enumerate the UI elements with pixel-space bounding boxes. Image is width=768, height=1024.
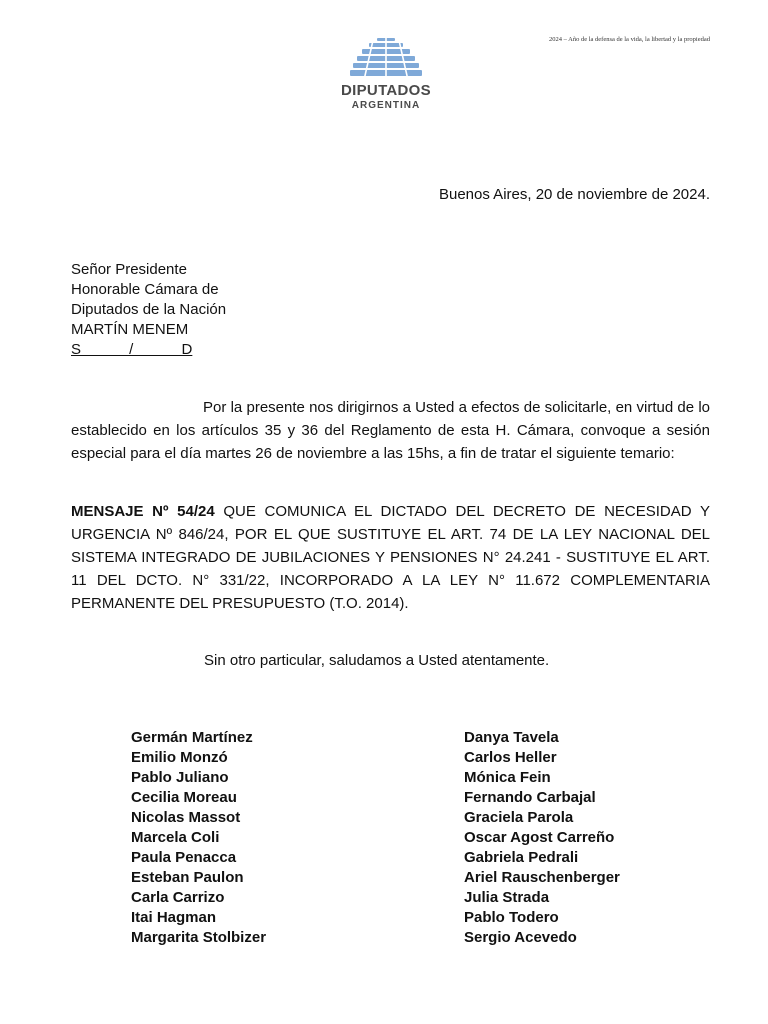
logo-country: ARGENTINA xyxy=(351,100,421,111)
signatory: Emilio Monzó xyxy=(131,749,228,766)
recipient-name: MARTÍN MENEM xyxy=(71,321,189,338)
signatory: Fernando Carbajal xyxy=(464,789,596,806)
recipient-block xyxy=(71,260,226,360)
signatory: Gabriela Pedrali xyxy=(464,849,579,866)
signatory: Itai Hagman xyxy=(131,909,217,926)
signatory: Paula Penacca xyxy=(131,849,237,866)
signatories-left xyxy=(131,728,266,948)
signatory: Oscar Agost Carreño xyxy=(464,829,615,846)
agenda-text: QUE COMUNICA EL DICTADO DEL DECRETO DE NECESIDAD Y URGENCIA Nº 846/24, POR EL QUE SUSTITUYE EL ART. 74 DE LA LEY NACIONAL DEL SISTEMA INTEGRADO DE JUBILACIONES Y PENSIONES N° 24.241 - SUSTITUYE EL ART. 11 DEL DCTO. N° 331/22, INCORPORADO A LA LEY N° 11.672 COMPLEMENTARIA PERMANENTE DEL PRESUPUESTO (T.O. 2014). xyxy=(71,503,710,612)
signatory: Danya Tavela xyxy=(464,729,559,746)
signatory: Cecilia Moreau xyxy=(131,789,237,806)
signatory: Mónica Fein xyxy=(464,769,551,786)
signatory: Pablo Todero xyxy=(464,909,559,926)
signatory: Sergio Acevedo xyxy=(464,929,577,946)
signatory: Carla Carrizo xyxy=(131,889,225,906)
date-line: Buenos Aires, 20 de noviembre de 2024. xyxy=(438,186,710,203)
logo-name: DIPUTADOS xyxy=(341,82,431,99)
signatory: Esteban Paulon xyxy=(131,869,244,886)
signatory: Nicolas Massot xyxy=(131,809,241,826)
hemicycle-icon xyxy=(344,36,428,80)
year-motto: 2024 – Año de la defensa de la vida, la libertad y la propiedad xyxy=(548,36,710,43)
recipient-line: Señor Presidente xyxy=(71,261,187,278)
recipient-line: Honorable Cámara de xyxy=(71,281,219,298)
request-paragraph: Por la presente nos dirigirnos a Usted a efectos de solicitarle, en virtud de lo establecido en los artículos 35 y 36 del Reglamento de esta H. Cámara, convoque a sesión especial para el día martes 26 de noviembre a las 15hs, a fin de tratar el siguiente temario: xyxy=(71,399,710,462)
signatory: Marcela Coli xyxy=(131,829,220,846)
signatories-right xyxy=(464,728,620,948)
signatory: Julia Strada xyxy=(464,889,550,906)
signatory: Pablo Juliano xyxy=(131,769,229,786)
agenda-paragraph xyxy=(71,500,710,615)
closing-line: Sin otro particular, saludamos a Usted atentamente. xyxy=(204,652,550,669)
recipient-line: Diputados de la Nación xyxy=(71,301,227,318)
agenda-title: MENSAJE Nº 54/24 xyxy=(71,503,215,520)
signatory: Carlos Heller xyxy=(464,749,557,766)
recipient-sd: S / D xyxy=(71,341,193,358)
signatory: Germán Martínez xyxy=(131,729,253,746)
signatory: Ariel Rauschenberger xyxy=(464,869,620,886)
signatory: Graciela Parola xyxy=(464,809,574,826)
chamber-logo xyxy=(330,36,442,111)
signatory: Margarita Stolbizer xyxy=(131,929,267,946)
